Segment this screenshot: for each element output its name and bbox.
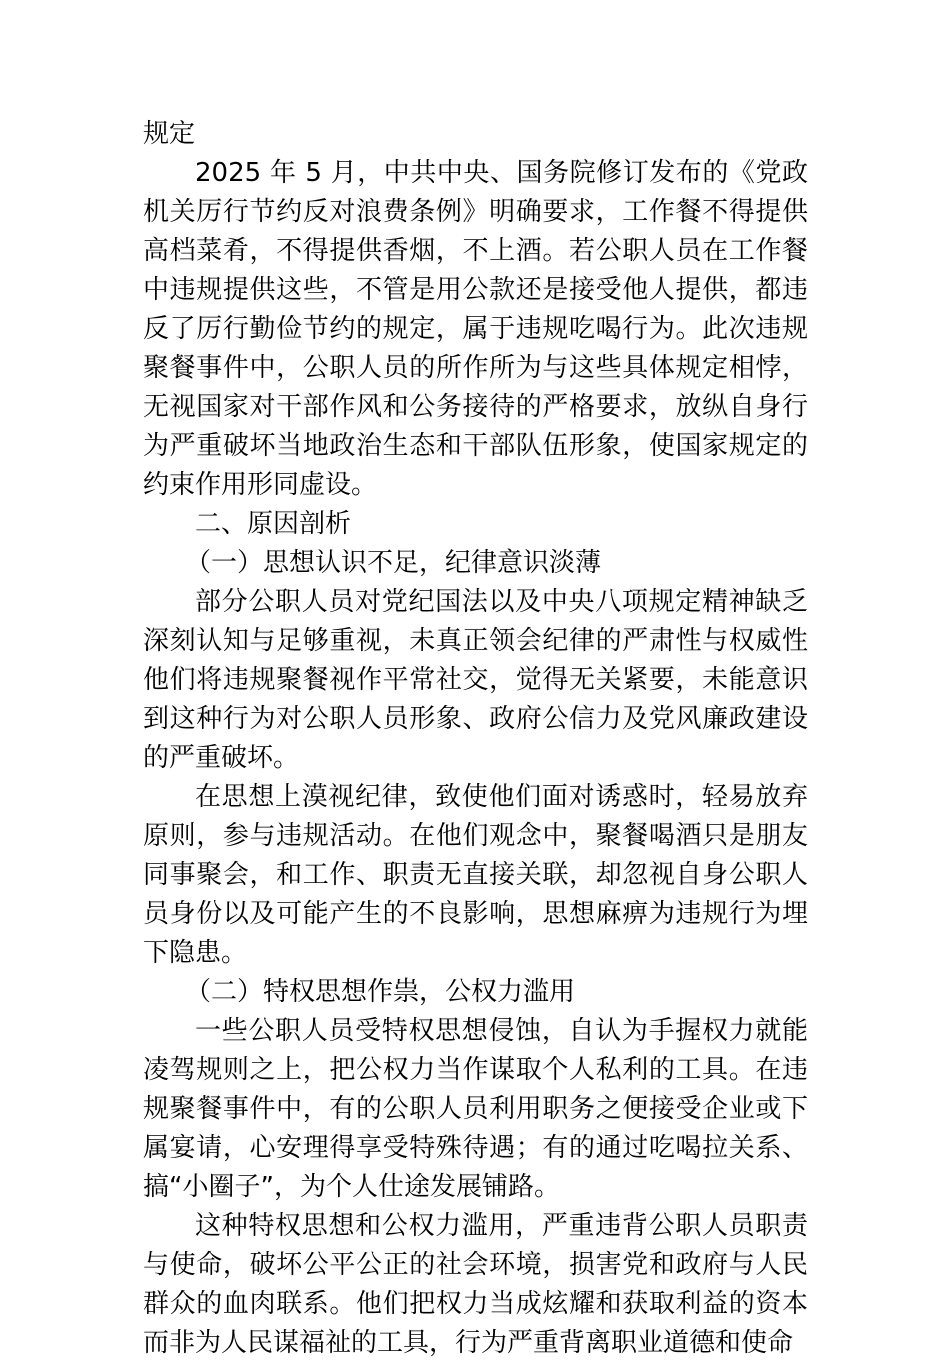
- subheading-ideology: （一）思想认识不足，纪律意识淡薄: [185, 548, 602, 578]
- paragraph-regulation: 2025 年 5 月，中共中央、国务院修订发布的《党政机关厉行节约反对浪费条例》明确要求，工作餐不得提供高档菜肴，不得提供香烟，不上酒。若公职人员在工作餐中违规提供这些，不管是用公款还是接受他人提供，都违反了厉行勤俭节约的规定，属于违规吃喝行为。此次违规聚餐事件中，公职人员的所作所为与这些具体规定相悖，无视国家对干部作风和公务接待的严格要求，放纵自身行为严重破坏当地政治生态和干部队伍形象，使国家规定的约束作用形同虚设。: [143, 158, 808, 500]
- paragraph-privilege-2: 这种特权思想和公权力滥用，严重违背公职人员职责与使命，破坏公平公正的社会环境，损害党和政府与人民群众的血肉联系。他们把权力当成炫耀和获取利益的资本而非为人民谋福祉的工具，行为严重背离职业道德和使命: [143, 1211, 808, 1358]
- paragraph-continuation: 规定: [143, 119, 196, 149]
- subheading-privilege: （二）特权思想作祟，公权力滥用: [185, 977, 576, 1007]
- section-heading-cause-analysis: 二、原因剖析: [195, 509, 352, 539]
- document-body: [143, 115, 808, 1363]
- paragraph-ideology-2: 在思想上漠视纪律，致使他们面对诱惑时，轻易放弃原则，参与违规活动。在他们观念中，聚餐喝酒只是朋友同事聚会，和工作、职责无直接关联，却忽视自身公职人员身份以及可能产生的不良影响，思想麻痹为违规行为埋下隐患。: [143, 782, 808, 968]
- paragraph-ideology-1: 部分公职人员对党纪国法以及中央八项规定精神缺乏深刻认知与足够重视，未真正领会纪律的严肃性与权威性他们将违规聚餐视作平常社交，觉得无关紧要，未能意识到这种行为对公职人员形象、政府公信力及党风廉政建设的严重破坏。: [143, 587, 808, 773]
- paragraph-privilege-1: 一些公职人员受特权思想侵蚀，自认为手握权力就能凌驾规则之上，把公权力当作谋取个人私利的工具。在违规聚餐事件中，有的公职人员利用职务之便接受企业或下属宴请，心安理得享受特殊待遇；有的通过吃喝拉关系、搞“小圈子”，为个人仕途发展铺路。: [143, 1016, 808, 1202]
